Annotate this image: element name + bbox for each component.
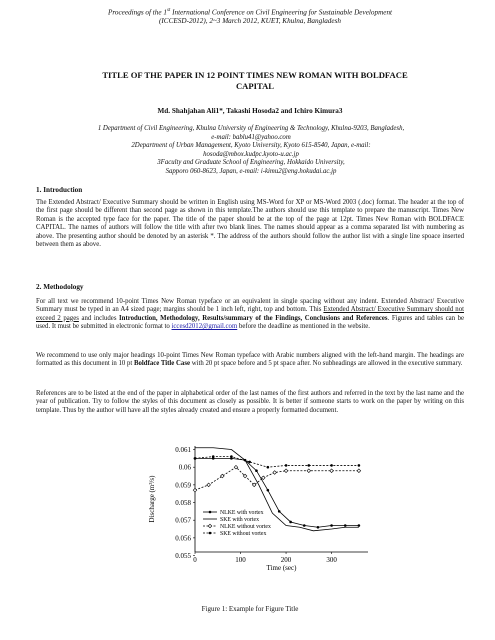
data-point — [289, 521, 292, 524]
y-tick-label: 0.057 — [175, 516, 191, 525]
affiliation-line: 3Faculty and Graduate School of Engineering, Hokkaido University, — [157, 159, 345, 167]
author-list: Md. Shahjahan Ali1*, Takashi Hosoda2 and Ichiro Kimura3 — [157, 107, 343, 115]
methodology-paragraph-2 — [36, 352, 464, 369]
y-tick-label: 0.058 — [175, 499, 191, 508]
data-point — [273, 471, 277, 475]
text-run: For all text we recommend 10-point Times New Roman typeface or an equivalent in single spacing without any indent. Extended Abstract/ Executive Summary must be typed in an A4 sized page; margins should be 1 inch left, right, top and bottom. This — [36, 298, 464, 314]
data-point — [255, 469, 258, 472]
affiliation-line: 2Department of Urban Management, Kyoto University, Kyoto 615-8540, Japan, e-mail: — [131, 142, 371, 150]
data-point — [308, 464, 311, 467]
title-line2: CAPITAL — [235, 81, 275, 91]
text-run: . Figures and tables can be used. It must be submitted in electronic format to — [36, 314, 464, 331]
intro-paragraph: The Extended Abstract/ Executive Summary should be written in English using MS-Word for XP or MS-Word 2003 (.doc) format. The header at the top of the first page should be different than second page as shown in this template.The authors should use this template to prepare the manuscript. Times New Roman is the accepted type face for the paper. The title of the paper should be at the top of the page at 12pt. Times New Roman with BOLDFACE CAPITAL. The names of authors will follow the title with after two blank lines. The names should appear as a comma separated list with numbering as above. The presenting author should be denoted by an asterisk *. The address of the authors should follow the author list with a single line spoace inserted between them as above. — [36, 199, 464, 249]
affiliation-line: e-mail: bablu41@yahoo.com — [211, 133, 291, 141]
legend-marker — [209, 532, 212, 535]
data-point — [230, 455, 233, 458]
series-line-2 — [195, 467, 359, 490]
data-point — [330, 469, 334, 473]
methodology-paragraph-1 — [36, 298, 464, 332]
header-line1-sup: st — [166, 8, 171, 13]
submission-email-link[interactable]: iccesd2012@gmail.com — [171, 323, 238, 331]
title-line1: TITLE OF THE PAPER IN 12 POINT TIMES NEW ROMAN WITH BOLDFACE — [102, 70, 408, 80]
affiliation-line: 1 Department of Civil Engineering, Khulna University of Engineering & Technology, Khulna-9203, Bangladesh, — [97, 125, 405, 132]
legend-label: NLKE without vortex — [220, 524, 271, 531]
figure-caption: Figure 1: Example for Figure Title — [201, 605, 299, 613]
data-point — [234, 465, 238, 469]
x-axis-label: Time (sec) — [266, 564, 297, 572]
affiliations — [36, 125, 466, 177]
data-point — [303, 524, 306, 527]
text-run: before the deadline as mentioned in the website. — [237, 323, 370, 331]
page-limit-note: Extended Abstract/ Executive Summary should not exceed 2 pages — [36, 306, 464, 322]
data-point — [267, 466, 270, 469]
header-line1-a: Proceedings of the 1 — [107, 8, 167, 17]
data-point — [317, 526, 320, 529]
data-point — [212, 455, 215, 458]
legend-label: NLKE with vortex — [220, 510, 264, 517]
data-point — [285, 464, 288, 467]
data-point — [243, 474, 247, 478]
y-axis-label: Discharge (m³/s) — [148, 475, 156, 523]
y-tick-label: 0.056 — [175, 534, 191, 543]
legend-marker — [208, 524, 212, 528]
legend-label: SKE with vortex — [220, 517, 259, 524]
data-point — [330, 524, 333, 527]
intro-heading: 1. Introduction — [36, 186, 83, 194]
x-tick-label: 100 — [235, 556, 246, 564]
legend-marker — [209, 511, 212, 514]
data-point — [357, 469, 361, 473]
paper-title — [70, 70, 440, 92]
methodology-paragraph-3: References are to be listed at the end of the paper in alphabetical order of the last names of the first authors and referred in the text by the last name and the year of publication. Try to follow the styles of this document as closely as possible. It is better if someone starts to work on the paper by writing on this template. Thus by the author will have all the styles already created and ensure a properly formatted document. — [36, 390, 464, 414]
figure-1-chart — [140, 440, 380, 580]
text-run: We recommend to use only major headings 10-point Times New Roman typeface with Arabic numbers aligned with the left-hand margin. The headings are formatted as this document in 10 pt — [36, 352, 464, 368]
data-point — [284, 469, 288, 473]
x-tick-label: 200 — [280, 556, 292, 564]
proceedings-header — [60, 6, 440, 26]
data-point — [278, 510, 281, 513]
discharge-chart-svg — [140, 440, 380, 580]
y-tick-label: 0.061 — [175, 446, 191, 455]
x-tick-label: 0 — [193, 556, 197, 564]
affiliation-line: hosoda@mbox.kudpc.kyoto-u.ac.jp — [203, 150, 299, 158]
data-point — [267, 489, 270, 492]
header-line2: (ICCESD-2012), 2~3 March 2012, KUET, Khulna, Bangladesh — [159, 17, 341, 26]
data-point — [248, 461, 251, 464]
data-point — [193, 488, 197, 492]
legend-label: SKE without vortex — [220, 531, 267, 538]
y-tick-label: 0.06 — [178, 463, 191, 472]
required-sections: Introduction, Methodology, Results/summary of the Findings, Conclusions and References — [119, 314, 388, 322]
data-point — [307, 469, 311, 473]
data-point — [207, 483, 211, 487]
data-point — [194, 457, 197, 460]
y-tick-label: 0.055 — [175, 552, 191, 561]
header-line1-b: International Conference on Civil Engineering for Sustainable Development — [170, 8, 393, 17]
affiliation-line: Sapporo 060-8623, Japan, e-mail: i-kimu2@eng.hokudai.ac.jp — [165, 167, 337, 175]
data-point — [330, 464, 333, 467]
heading-style-note: Boldface Title Case — [133, 360, 190, 368]
data-point — [358, 524, 361, 527]
text-run: with 20 pt space before and 5 pt space after. No subheadings are allowed in the executive summary. — [190, 360, 463, 368]
data-point — [358, 464, 361, 467]
x-tick-label: 300 — [326, 556, 337, 564]
data-point — [344, 524, 347, 527]
text-run: and includes — [78, 314, 120, 322]
y-tick-label: 0.059 — [175, 481, 191, 490]
methodology-heading: 2. Methodology — [36, 283, 84, 291]
